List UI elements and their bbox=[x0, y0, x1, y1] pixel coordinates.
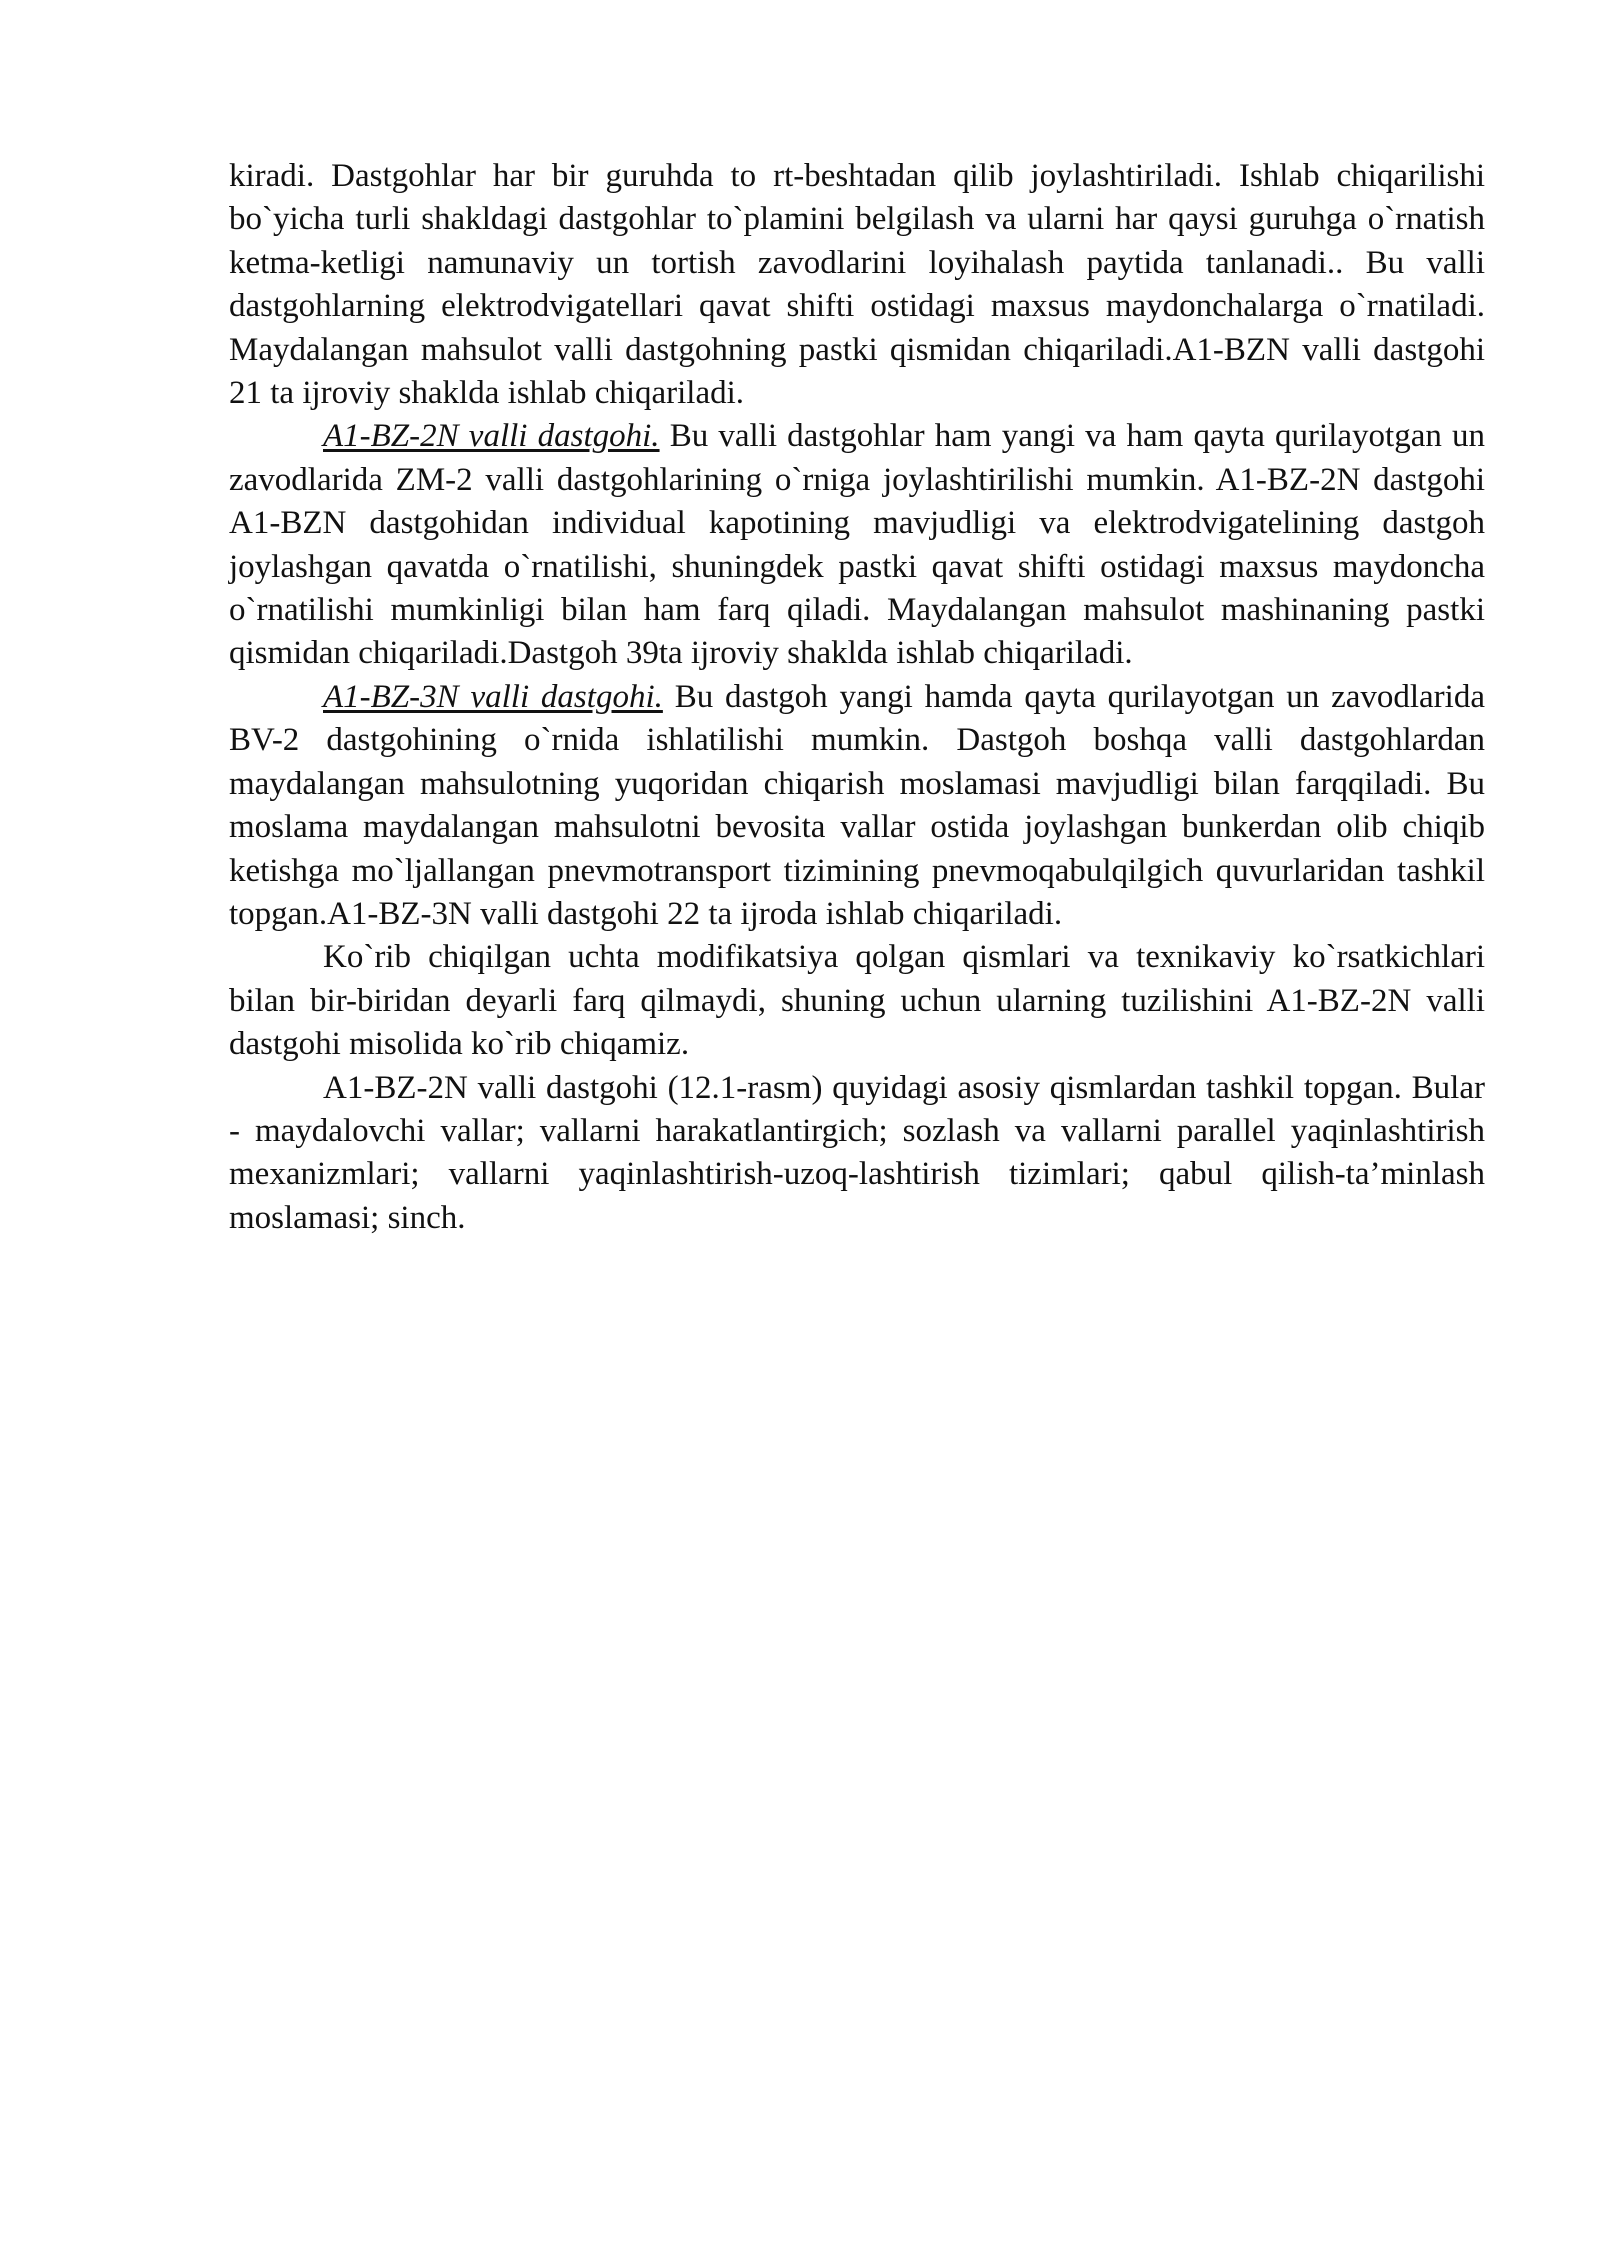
paragraph-text: Bu valli dastgohlar ham yangi va ham qayta qurilayotgan un zavodlarida ZM-2 valli dastgohlarining o`rniga joylashtirilishi mumkin. A1-BZ-2N dastgohi A1-BZN dastgohidan individual kapotining mavjudligi va elektrodvigatelining dastgoh joylashgan qavatda o`rnatilishi, shuningdek pastki qavat shifti ostidagi maxsus maydoncha o`rnatilishi mumkinligi bilan ham farq qiladi. Maydalangan mahsulot mashinaning pastki qismidan chiqariladi.Dastgoh 39ta ijroviy shaklda ishlab chiqariladi. bbox=[229, 418, 1485, 672]
document-body bbox=[229, 155, 1485, 1240]
paragraph-modifications bbox=[229, 936, 1485, 1066]
inline-heading: A1-BZ-2N valli dastgohi. bbox=[323, 418, 660, 455]
paragraph-continuation bbox=[229, 155, 1485, 415]
paragraph-a1-bz-2n bbox=[229, 415, 1485, 675]
paragraph-text: Ko`rib chiqilgan uchta modifikatsiya qolgan qismlari va texnikaviy ko`rsatkichlari bilan bir-biridan deyarli farq qilmaydi, shuning uchun ularning tuzilishini A1-BZ-2N valli dastgohi misolida ko`rib chiqamiz. bbox=[229, 939, 1485, 1063]
paragraph-components bbox=[229, 1067, 1485, 1241]
paragraph-text: kiradi. Dastgohlar har bir guruhda to rt-beshtadan qilib joylashtiriladi. Ishlab chiqarilishi bo`yicha turli shakldagi dastgohlar to`plamini belgilash va ularni har qaysi guruhga o`rnatish ketma-ketligi namunaviy un tortish zavodlarini loyihalash paytida tanlanadi.. Bu valli dastgohlarning elektrodvigatellari qavat shifti ostidagi maxsus maydonchalarga o`rnatiladi. Maydalangan mahsulot valli dastgohning pastki qismidan chiqariladi.A1-BZN valli dastgohi 21 ta ijroviy shaklda ishlab chiqariladi. bbox=[229, 158, 1485, 412]
paragraph-text: Bu dastgoh yangi hamda qayta qurilayotgan un zavodlarida BV-2 dastgohining o`rnida ishlatilishi mumkin. Dastgoh boshqa valli dastgohlardan maydalangan mahsulotning yuqoridan chiqarish moslamasi mavjudligi bilan farqqiladi. Bu moslama maydalangan mahsulotni bevosita vallar ostida joylashgan bunkerdan olib chiqib ketishga mo`ljallangan pnevmotransport tizimining pnevmoqabulqilgich quvurlaridan tashkil topgan.A1-BZ-3N valli dastgohi 22 ta ijroda ishlab chiqariladi. bbox=[229, 678, 1485, 932]
paragraph-a1-bz-3n bbox=[229, 676, 1485, 936]
paragraph-text: A1-BZ-2N valli dastgohi (12.1-rasm) quyidagi asosiy qismlardan tashkil topgan. Bular - maydalovchi vallar; vallarni harakatlantirgich; sozlash va vallarni parallel yaqinlashtirish mexanizmlari; vallarni yaqinlashtirish-uzoq-lashtirish tizimlari; qabul qilish-ta’minlash moslamasi; sinch. bbox=[229, 1069, 1485, 1236]
inline-heading: A1-BZ-3N valli dastgohi. bbox=[323, 678, 663, 715]
